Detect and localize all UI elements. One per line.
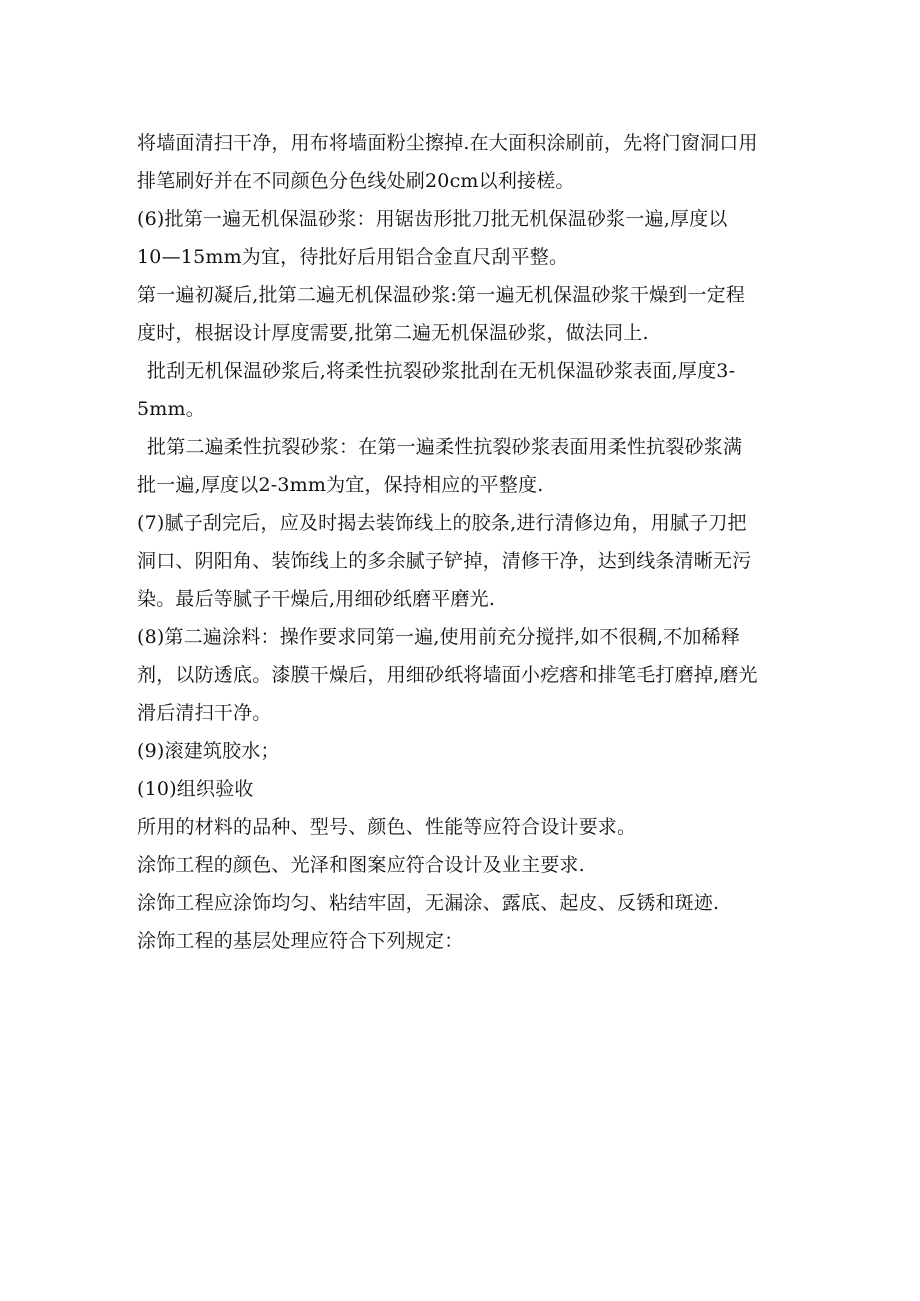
text-line-1: 将墙面清扫干净，用布将墙面粉尘擦掉.在大面积涂刷前，先将门窗洞口用 <box>137 132 758 154</box>
text-line-14: (8)第二遍涂料：操作要求同第一遍,使用前充分搅拌,如不很稠,不加稀释 <box>137 626 741 648</box>
text-line-12: 洞口、阴阳角、装饰线上的多余腻子铲掉，清修干净，达到线条清晰无污 <box>137 550 752 572</box>
text-line-20: 涂饰工程的颜色、光泽和图案应符合设计及业主要求. <box>137 854 585 876</box>
document-body <box>137 124 787 960</box>
text-line-3: (6)批第一遍无机保温砂浆：用锯齿形批刀批无机保温砂浆一遍,厚度以 <box>137 208 728 230</box>
text-line-10: 批一遍,厚度以2-3mm为宜，保持相应的平整度. <box>137 474 544 496</box>
text-line-4: 10—15mm为宜，待批好后用铝合金直尺刮平整。 <box>137 246 569 268</box>
text-line-17: (9)滚建筑胶水； <box>137 740 280 762</box>
text-line-5: 第一遍初凝后,批第二遍无机保温砂浆:第一遍无机保温砂浆干燥到一定程 <box>137 284 746 306</box>
text-line-7: 批刮无机保温砂浆后,将柔性抗裂砂浆批刮在无机保温砂浆表面,厚度3- <box>147 360 736 382</box>
text-line-11: (7)腻子刮完后，应及时揭去装饰线上的胶条,进行清修边角，用腻子刀把 <box>137 512 747 534</box>
text-line-18: (10)组织验收 <box>137 778 254 800</box>
text-line-22: 涂饰工程的基层处理应符合下列规定： <box>137 930 464 952</box>
text-line-13: 染。最后等腻子干燥后,用细砂纸磨平磨光. <box>137 588 496 610</box>
text-line-2: 排笔刷好并在不同颜色分色线处刷20cm以利接槎。 <box>137 170 575 192</box>
text-line-15: 剂，以防透底。漆膜干燥后，用细砂纸将墙面小疙瘩和排笔毛打磨掉,磨光 <box>137 664 758 686</box>
text-line-9: 批第二遍柔性抗裂砂浆：在第一遍柔性抗裂砂浆表面用柔性抗裂砂浆满 <box>147 436 743 458</box>
text-line-16: 滑后清扫干净。 <box>137 702 272 724</box>
text-line-19: 所用的材料的品种、型号、颜色、性能等应符合设计要求。 <box>137 816 637 838</box>
text-line-6: 度时，根据设计厚度需要,批第二遍无机保温砂浆，做法同上. <box>137 322 649 344</box>
text-line-21: 涂饰工程应涂饰均匀、粘结牢固，无漏涂、露底、起皮、反锈和斑迹. <box>137 892 720 914</box>
text-line-8: 5mm。 <box>137 398 205 420</box>
